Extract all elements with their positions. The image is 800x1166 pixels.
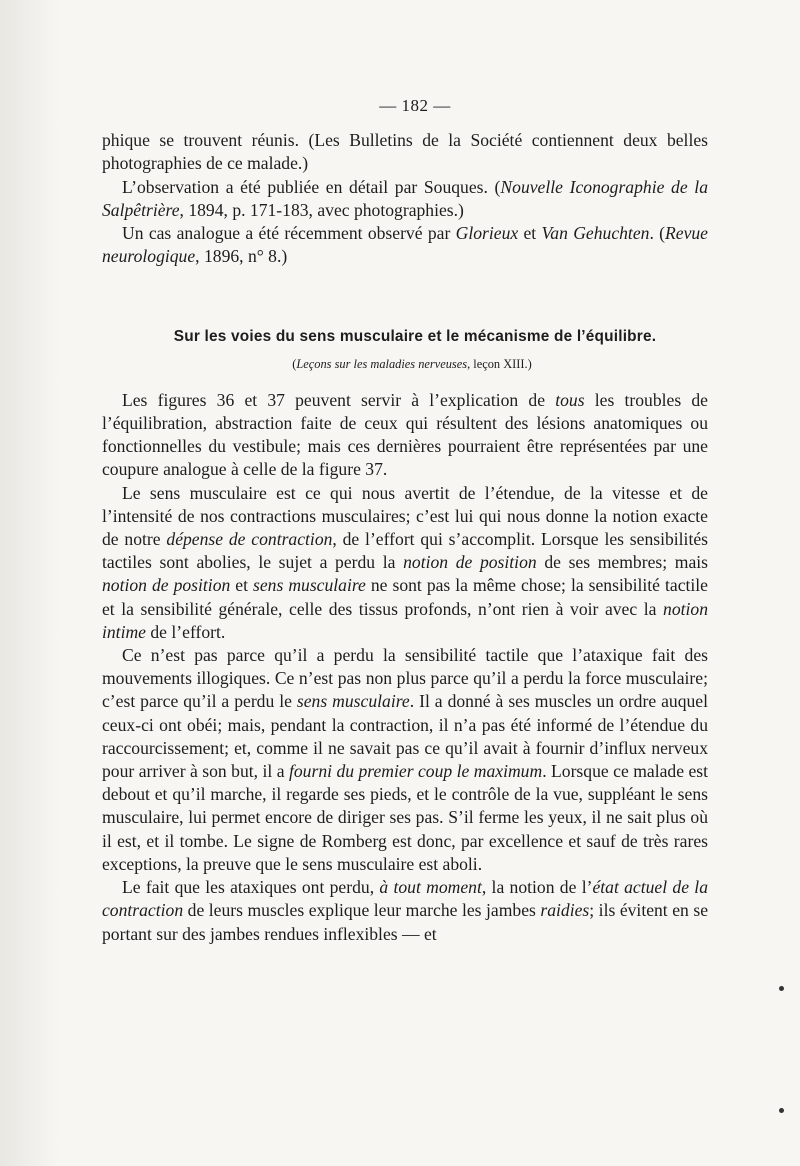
italic-run: notion de position <box>102 575 231 596</box>
italic-run: notion intime <box>102 598 708 642</box>
paragraph-intro-3: Un cas analogue a été récemment observé par Glorieux et Van Gehuchten. (Revue neurologique, 1896, n° 8.) <box>102 223 708 267</box>
paragraph-intro-1: phique se trouvent réunis. (Les Bulletins de la Société contiennent deux belles photographies de ce malade.) <box>102 130 708 174</box>
italic-run: Nouvelle Iconographie de la Salpêtrière <box>102 176 708 220</box>
italic-run: dépense de contraction <box>166 529 333 550</box>
italic-run: Glorieux <box>455 223 519 244</box>
section-heading: Sur les voies du sens musculaire et le mécanisme de l’équilibre. <box>173 328 657 346</box>
page-number: — 182 — <box>379 96 451 115</box>
page-text <box>102 94 708 946</box>
paragraph-3: Ce n’est pas parce qu’il a perdu la sensibilité tactile que l’ataxique fait des mouvements illogiques. Ce n’est pas non plus parce qu’il a perdu la force musculaire; c’est parce qu’il a perdu le sens musculaire. Il a donné à ses muscles un ordre auquel ceux-ci ont obéi; mais, pendant la contraction, il n’a pas été informé de l’étendue du raccourcissement; et, comme il ne savait pas ce qu’il avait à fournir d’influx nerveux pour arriver à son but, il a fourni du premier coup le maximum. Lorsque ce malade est debout et qu’il marche, il regarde ses pieds, et le contrôle de la vue, suppléant le sens musculaire, lui permet encore de diriger ses pas. S’il ferme les yeux, il ne sait plus où il est, et il tombe. Le signe de Romberg est donc, par excellence et sauf de très rares exceptions, la preuve que le sens musculaire est aboli. <box>102 645 709 874</box>
paragraph-1: Les figures 36 et 37 peuvent servir à l’explication de tous les troubles de l’équilibration, abstraction faite de ceux qui résultent des lésions anatomiques ou fonctionnelles du vestibule; mais ces dernières pourraient être représentées par une coupure analogue à celle de la figure 37. <box>102 389 708 480</box>
paragraph-4: Le fait que les ataxiques ont perdu, à tout moment, la notion de l’état actuel de la contraction de leurs muscles explique leur marche les jambes raidies; ils évitent en se portant sur des jambes rendues inflexibles — et <box>102 877 708 944</box>
italic-run: tous <box>555 389 585 410</box>
paragraph-intro-2: L’observation a été publiée en détail par Souques. (Nouvelle Iconographie de la Salpêtrière, 1894, p. 171-183, avec photographies.) <box>102 176 708 220</box>
italic-run: Revue neurologique <box>102 223 708 267</box>
italic-run: sens musculaire <box>296 691 410 712</box>
italic-run: raidies <box>540 900 590 921</box>
italic-run: fourni du premier coup le maximum <box>288 761 543 782</box>
margin-speck <box>779 986 784 991</box>
margin-speck <box>779 1108 784 1113</box>
italic-run: à tout moment <box>379 877 482 898</box>
paragraph-2: Le sens musculaire est ce qui nous avertit de l’étendue, de la vitesse et de l’intensité de nos contractions musculaires; c’est lui qui nous donne la notion exacte de notre dépense de contraction, de l’effort qui s’accomplit. Lorsque les sensibilités tactiles sont abolies, le sujet a perdu la notion de position de ses membres; mais notion de position et sens musculaire ne sont pas la même chose; la sensibilité tactile et la sensibilité générale, celle des tissus profonds, n’ont rien à voir avec la notion intime de l’effort. <box>102 482 708 642</box>
italic-run: notion de position <box>403 552 537 573</box>
italic-run: état actuel de la contraction <box>102 877 708 921</box>
page-shadow <box>0 0 60 1166</box>
italic-run: Van Gehuchten <box>541 223 650 244</box>
section-source: (Leçons sur les maladies nerveuses, leçon XIII.) <box>292 356 532 371</box>
italic-run: sens musculaire <box>253 575 366 596</box>
italic-run: Leçons sur les maladies nerveuses <box>296 356 468 371</box>
